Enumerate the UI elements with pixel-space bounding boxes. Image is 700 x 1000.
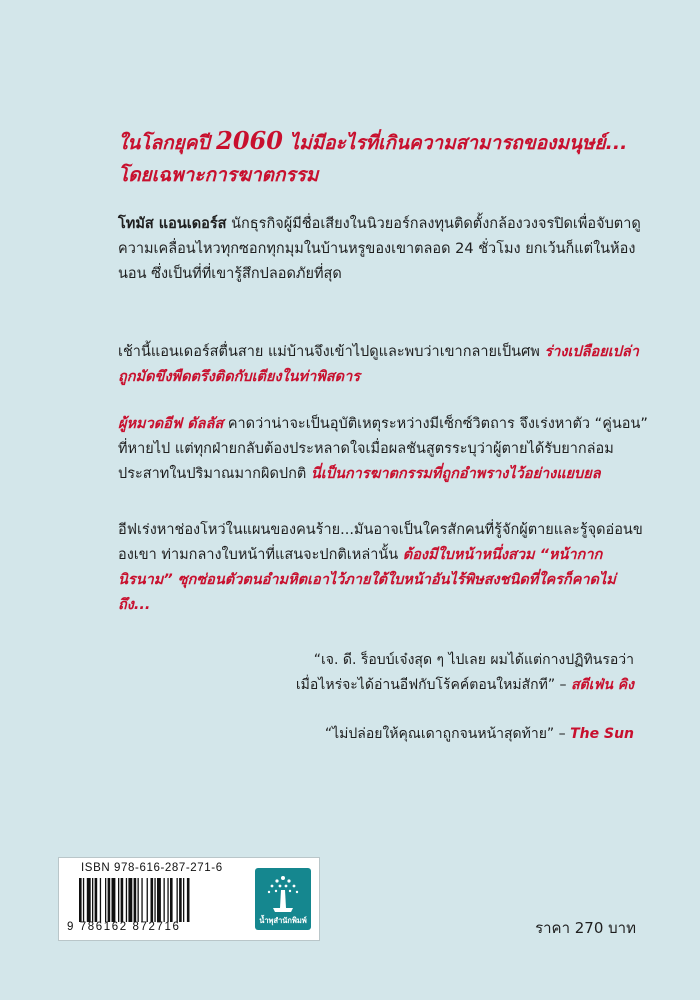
barcode-bar [92,878,93,922]
barcode-bar [105,878,106,922]
barcode-bar [154,878,155,922]
review-quote-1 [114,648,634,698]
barcode-bar [179,878,182,922]
barcode-bar [183,878,184,922]
highlight-text: นี่เป็นการฆาตกรรมที่ถูกอำพรางไว้อย่างแยบยล [310,466,601,482]
quote-text: “ไม่ปล่อยให้คุณเดาถูกจนหน้าสุดท้าย” [324,726,555,742]
barcode-icon [79,878,249,922]
isbn-number: ISBN 978-616-287-271-6 [81,862,223,874]
fountain-icon [255,868,311,918]
tagline-year: 2060 [216,126,283,155]
quote-dash: – [554,726,571,742]
barcode-bar [83,878,84,922]
barcode-bar [151,878,154,922]
synopsis-paragraph-2 [118,340,648,390]
tagline [118,125,658,191]
synopsis-paragraph-3 [118,412,648,487]
synopsis-paragraph-1 [118,212,648,287]
barcode-digits: 9 786162 872716 [67,921,181,933]
publisher-logo [255,868,311,930]
publisher-name: น้ำพุสำนักพิมพ์ [259,916,307,925]
character-name: โทมัส แอนเดอร์ส [118,216,227,232]
barcode-bar [95,878,98,922]
tagline-part2: ไม่มีอะไรที่เกินความสามารถของมนุษย์... [282,132,628,154]
barcode-bar [167,878,168,922]
barcode-bar [170,878,173,922]
character-name: ผู้หมวดอีฟ ดัลลัส [118,416,224,432]
quote-line-1: “เจ. ดี. ร็อบบ์เจ๋งสุด ๆ ไปเลย ผมได้แต่กางปฏิทินรอว่า [313,652,634,668]
synopsis-paragraph-4 [118,518,648,618]
barcode-bar [108,878,111,922]
barcode-bar [134,878,137,922]
barcode-bar [164,878,165,922]
barcode-bar [147,878,148,922]
price-label: ราคา 270 บาท [535,919,636,937]
barcode-bar [128,878,132,922]
highlight-text: ต้องมีใบหน้าหนึ่งสวม “หน้ากากนิรนาม” ซุกซ่อนตัวตนอำมหิตเอาไว้ภายใต้ใบหน้าอันไร้พิษสงชนิดที่ใครก็คาดไม่ถึง... [118,547,616,613]
paragraph-text: คาดว่าน่าจะเป็นอุบัติเหตุระหว่างมีเซ็กซ์วิตถาร จึงเร่งหาตัว “คู่นอน” ที่หายไป แต่ทุกฝ่ายกลับต้องประหลาดใจเมื่อผลชันสูตรระบุว่าผู้ตายได้รับยากล่อมประสาทในปริมาณมากผิดปกติ [118,416,648,482]
barcode-box [58,857,320,941]
paragraph-text: อีฟเร่งหาช่องโหว่ในแผนของคนร้าย...มันอาจเป็นใครสักคนที่รู้จักผู้ตายและรู้จุดอ่อนของเขา ท่ามกลางใบหน้าที่แสนจะปกติเหล่านั้น [118,522,643,563]
tagline-part1: ในโลกยุคปี [118,132,217,154]
highlight-text: ร่างเปลือยเปล่าถูกมัดขึงพืดตรึงติดกับเตียงในท่าพิสดาร [118,344,639,385]
quote-source: สตีเฟ่น คิง [571,677,634,693]
review-quote-2 [114,722,634,747]
barcode-bar [141,878,142,922]
quote-line-2: เมื่อไหร่จะได้อ่านอีฟกับโร้คค์ตอนใหม่สักที” [295,677,556,693]
barcode-bar [177,878,178,922]
barcode-bar [126,878,127,922]
paragraph-text: นักธุรกิจผู้มีชื่อเสียงในนิวยอร์กลงทุนติดตั้งกล้องวงจรปิดเพื่อจับตาดูความเคลื่อนไหวทุกซอกทุกมุมในบ้านหรูของเขาตลอด 24 ชั่วโมง ยกเว้นก็แต่ในห้องนอน ซึ่งเป็นที่ที่เขารู้สึกปลอดภัยที่สุด [118,216,641,282]
tagline-line2: โดยเฉพาะการฆาตกรรม [118,164,319,186]
barcode-bar [157,878,161,922]
barcode-bar [79,878,82,922]
quote-dash: – [555,677,572,693]
barcode-bar [187,878,190,922]
paragraph-text: เช้านี้แอนเดอร์สตื่นสาย แม่บ้านจึงเข้าไปดูและพบว่าเขากลายเป็นศพ [118,344,545,360]
quote-source: The Sun [570,726,634,742]
barcode-bar [100,878,101,922]
barcode-bar [138,878,139,922]
barcode-bar [87,878,91,922]
barcode-bar [118,878,119,922]
barcode-bar [121,878,124,922]
barcode-bar [112,878,116,922]
